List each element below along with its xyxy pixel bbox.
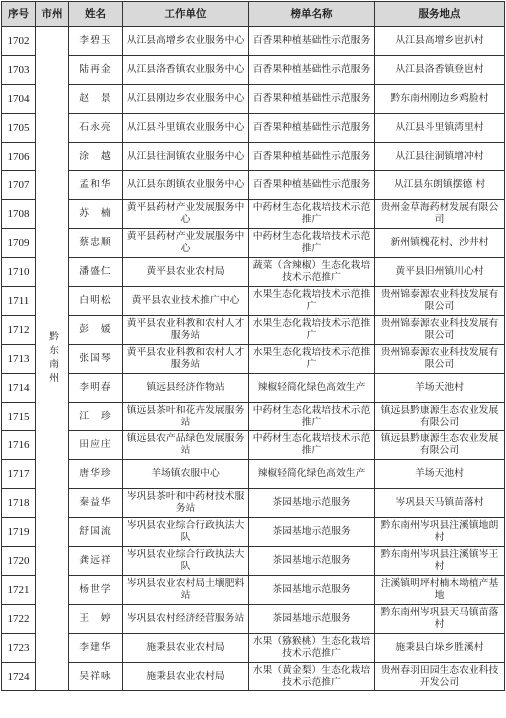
list-name-cell: 茶园基地示范服务 (249, 518, 375, 547)
serial-cell: 1711 (2, 287, 36, 316)
name-cell: 张国琴 (69, 344, 123, 373)
list-name-cell: 水果（猕猴桃）生态化栽培技术示范推广 (249, 633, 375, 662)
list-name-cell: 中药材生态化栽培技术示范推广 (249, 431, 375, 460)
header-list-name: 榜单名称 (249, 2, 375, 27)
name-cell: 舒国流 (69, 518, 123, 547)
location-cell: 黄平县旧州镇川心村 (375, 258, 505, 287)
header-service-location: 服务地点 (375, 2, 505, 27)
list-name-cell: 百香果种植基础性示范服务 (249, 84, 375, 113)
list-name-cell: 百香果种植基础性示范服务 (249, 113, 375, 142)
name-cell: 唐华珍 (69, 460, 123, 489)
serial-cell: 1723 (2, 633, 36, 662)
employer-cell: 岑巩县农业综合行政执法大队 (123, 547, 249, 576)
list-name-cell: 百香果种植基础性示范服务 (249, 171, 375, 200)
table-row (2, 55, 505, 84)
list-name-cell: 中药材生态化栽培技术示范推广 (249, 402, 375, 431)
employer-cell: 岑巩县茶叶和中药材技术服务站 (123, 489, 249, 518)
employer-cell: 黄平县农业科教和农村人才服务站 (123, 315, 249, 344)
table-row (2, 229, 505, 258)
name-cell: 王 婷 (69, 604, 123, 633)
list-name-cell: 水果生态化栽培技术示范推广 (249, 344, 375, 373)
employer-cell: 施秉县农业农村局 (123, 633, 249, 662)
name-cell: 李碧玉 (69, 27, 123, 56)
list-name-cell: 辣椒轻简化绿色高效生产 (249, 460, 375, 489)
name-cell: 李建华 (69, 633, 123, 662)
list-name-cell: 辣椒轻简化绿色高效生产 (249, 373, 375, 402)
table-row (2, 344, 505, 373)
employer-cell: 从江县刚边乡农业服务中心 (123, 84, 249, 113)
serial-cell: 1718 (2, 489, 36, 518)
serial-cell: 1716 (2, 431, 36, 460)
table-row (2, 604, 505, 633)
list-name-cell: 百香果种植基础性示范服务 (249, 55, 375, 84)
name-cell: 陆再金 (69, 55, 123, 84)
location-cell: 从江县往洞镇增冲村 (375, 142, 505, 171)
table-header-row (2, 2, 505, 27)
location-cell: 从江县斗里镇湾里村 (375, 113, 505, 142)
employer-cell: 岑巩县农业综合行政执法大队 (123, 518, 249, 547)
table-row (2, 315, 505, 344)
serial-cell: 1706 (2, 142, 36, 171)
award-list-table (1, 1, 505, 691)
serial-cell: 1703 (2, 55, 36, 84)
name-cell: 涂 越 (69, 142, 123, 171)
list-name-cell: 水果生态化栽培技术示范推广 (249, 287, 375, 316)
name-cell: 赵 景 (69, 84, 123, 113)
list-name-cell: 茶园基地示范服务 (249, 575, 375, 604)
employer-cell: 羊场镇农服中心 (123, 460, 249, 489)
list-name-cell: 中药材生态化栽培技术示范推广 (249, 200, 375, 229)
list-name-cell: 水果（黄金梨）生态化栽培技术示范推广 (249, 662, 375, 691)
table-row (2, 171, 505, 200)
employer-cell: 黄平县药材产业发展服务中心 (123, 200, 249, 229)
table-row (2, 518, 505, 547)
location-cell: 黔东南州刚边乡鸡脸村 (375, 84, 505, 113)
employer-cell: 镇远县茶叶和花卉发展服务站 (123, 402, 249, 431)
table-row (2, 402, 505, 431)
serial-cell: 1705 (2, 113, 36, 142)
name-cell: 潘盛仁 (69, 258, 123, 287)
employer-cell: 黄平县药材产业发展服务中心 (123, 229, 249, 258)
employer-cell: 岑巩县农业农村局土壤肥料站 (123, 575, 249, 604)
employer-cell: 从江县往洞镇农业服务中心 (123, 142, 249, 171)
header-serial: 序号 (2, 2, 36, 27)
table-row (2, 547, 505, 576)
location-cell: 岑巩县天马镇苗落村 (375, 489, 505, 518)
location-cell: 从江县洛香镇登岜村 (375, 55, 505, 84)
serial-cell: 1710 (2, 258, 36, 287)
employer-cell: 从江县高增乡农业服务中心 (123, 27, 249, 56)
name-cell: 蔡忠顺 (69, 229, 123, 258)
location-cell: 镇远县黔康源生态农业发展有限公司 (375, 431, 505, 460)
table-row (2, 27, 505, 56)
name-cell: 苏 楠 (69, 200, 123, 229)
header-employer: 工作单位 (123, 2, 249, 27)
employer-cell: 黄平县农业技术推广中心 (123, 287, 249, 316)
serial-cell: 1708 (2, 200, 36, 229)
employer-cell: 镇远县农产品绿色发展服务站 (123, 431, 249, 460)
location-cell: 贵州锦泰源农业科技发展有限公司 (375, 344, 505, 373)
serial-cell: 1702 (2, 27, 36, 56)
name-cell: 杨世学 (69, 575, 123, 604)
table-row (2, 258, 505, 287)
serial-cell: 1724 (2, 662, 36, 691)
location-cell: 贵州金草海药材发展有限公司 (375, 200, 505, 229)
location-cell: 黔东南州岑巩县天马镇苗落村 (375, 604, 505, 633)
table-row (2, 200, 505, 229)
name-cell: 秦益华 (69, 489, 123, 518)
serial-cell: 1709 (2, 229, 36, 258)
location-cell: 注溪镇明坪村楠木坳植产基地 (375, 575, 505, 604)
location-cell: 从江县东朗镇摆德 村 (375, 171, 505, 200)
employer-cell: 从江县斗里镇农业服务中心 (123, 113, 249, 142)
list-name-cell: 百香果种植基础性示范服务 (249, 27, 375, 56)
serial-cell: 1704 (2, 84, 36, 113)
name-cell: 龚远祥 (69, 547, 123, 576)
list-name-cell: 蔬菜（含辣椒）生态化栽培技术示范推广 (249, 258, 375, 287)
serial-cell: 1713 (2, 344, 36, 373)
header-name: 姓名 (69, 2, 123, 27)
name-cell: 孟和华 (69, 171, 123, 200)
name-cell: 江 珍 (69, 402, 123, 431)
table-row (2, 460, 505, 489)
table-row (2, 633, 505, 662)
serial-cell: 1721 (2, 575, 36, 604)
name-cell: 李明春 (69, 373, 123, 402)
location-cell: 黔东南州岑巩县注溪镇地朗村 (375, 518, 505, 547)
employer-cell: 镇远县经济作物站 (123, 373, 249, 402)
serial-cell: 1715 (2, 402, 36, 431)
serial-cell: 1712 (2, 315, 36, 344)
location-cell: 贵州锦泰源农业科技发展有限公司 (375, 287, 505, 316)
location-cell: 羊场天池村 (375, 373, 505, 402)
table-row (2, 431, 505, 460)
location-cell: 贵州锦泰源农业科技发展有限公司 (375, 315, 505, 344)
location-cell: 羊场天池村 (375, 460, 505, 489)
serial-cell: 1722 (2, 604, 36, 633)
employer-cell: 黄平县农业科教和农村人才服务站 (123, 344, 249, 373)
location-cell: 黔东南州岑巩县注溪镇岑王村 (375, 547, 505, 576)
location-cell: 镇远县黔康源生态农业发展有限公司 (375, 402, 505, 431)
name-cell: 白明松 (69, 287, 123, 316)
table-row (2, 489, 505, 518)
table-row (2, 113, 505, 142)
table-row (2, 84, 505, 113)
employer-cell: 岑巩县农村经济经营服务站 (123, 604, 249, 633)
table-body (2, 27, 505, 691)
table-row (2, 373, 505, 402)
serial-cell: 1719 (2, 518, 36, 547)
employer-cell: 从江县洛香镇农业服务中心 (123, 55, 249, 84)
table-row (2, 142, 505, 171)
location-cell: 新州镇槐花村、沙井村 (375, 229, 505, 258)
list-name-cell: 水果生态化栽培技术示范推广 (249, 315, 375, 344)
list-name-cell: 百香果种植基础性示范服务 (249, 142, 375, 171)
employer-cell: 黄平县农业农村局 (123, 258, 249, 287)
serial-cell: 1717 (2, 460, 36, 489)
name-cell: 吴祥咏 (69, 662, 123, 691)
name-cell: 田应庄 (69, 431, 123, 460)
location-cell: 从江县高增乡岜扒村 (375, 27, 505, 56)
name-cell: 石永亮 (69, 113, 123, 142)
location-cell: 贵州春羽田园生态农业科技开发公司 (375, 662, 505, 691)
serial-cell: 1714 (2, 373, 36, 402)
list-name-cell: 茶园基地示范服务 (249, 489, 375, 518)
list-name-cell: 茶园基地示范服务 (249, 547, 375, 576)
city-cell: 黔东南州 (36, 27, 69, 691)
table-row (2, 575, 505, 604)
table-row (2, 662, 505, 691)
location-cell: 施秉县白垛乡胜溪村 (375, 633, 505, 662)
name-cell: 彭 媛 (69, 315, 123, 344)
list-name-cell: 中药材生态化栽培技术示范推广 (249, 229, 375, 258)
list-name-cell: 茶园基地示范服务 (249, 604, 375, 633)
header-city: 市州 (36, 2, 69, 27)
table-row (2, 287, 505, 316)
serial-cell: 1707 (2, 171, 36, 200)
employer-cell: 从江县东朗镇农业服务中心 (123, 171, 249, 200)
serial-cell: 1720 (2, 547, 36, 576)
employer-cell: 施秉县农业农村局 (123, 662, 249, 691)
